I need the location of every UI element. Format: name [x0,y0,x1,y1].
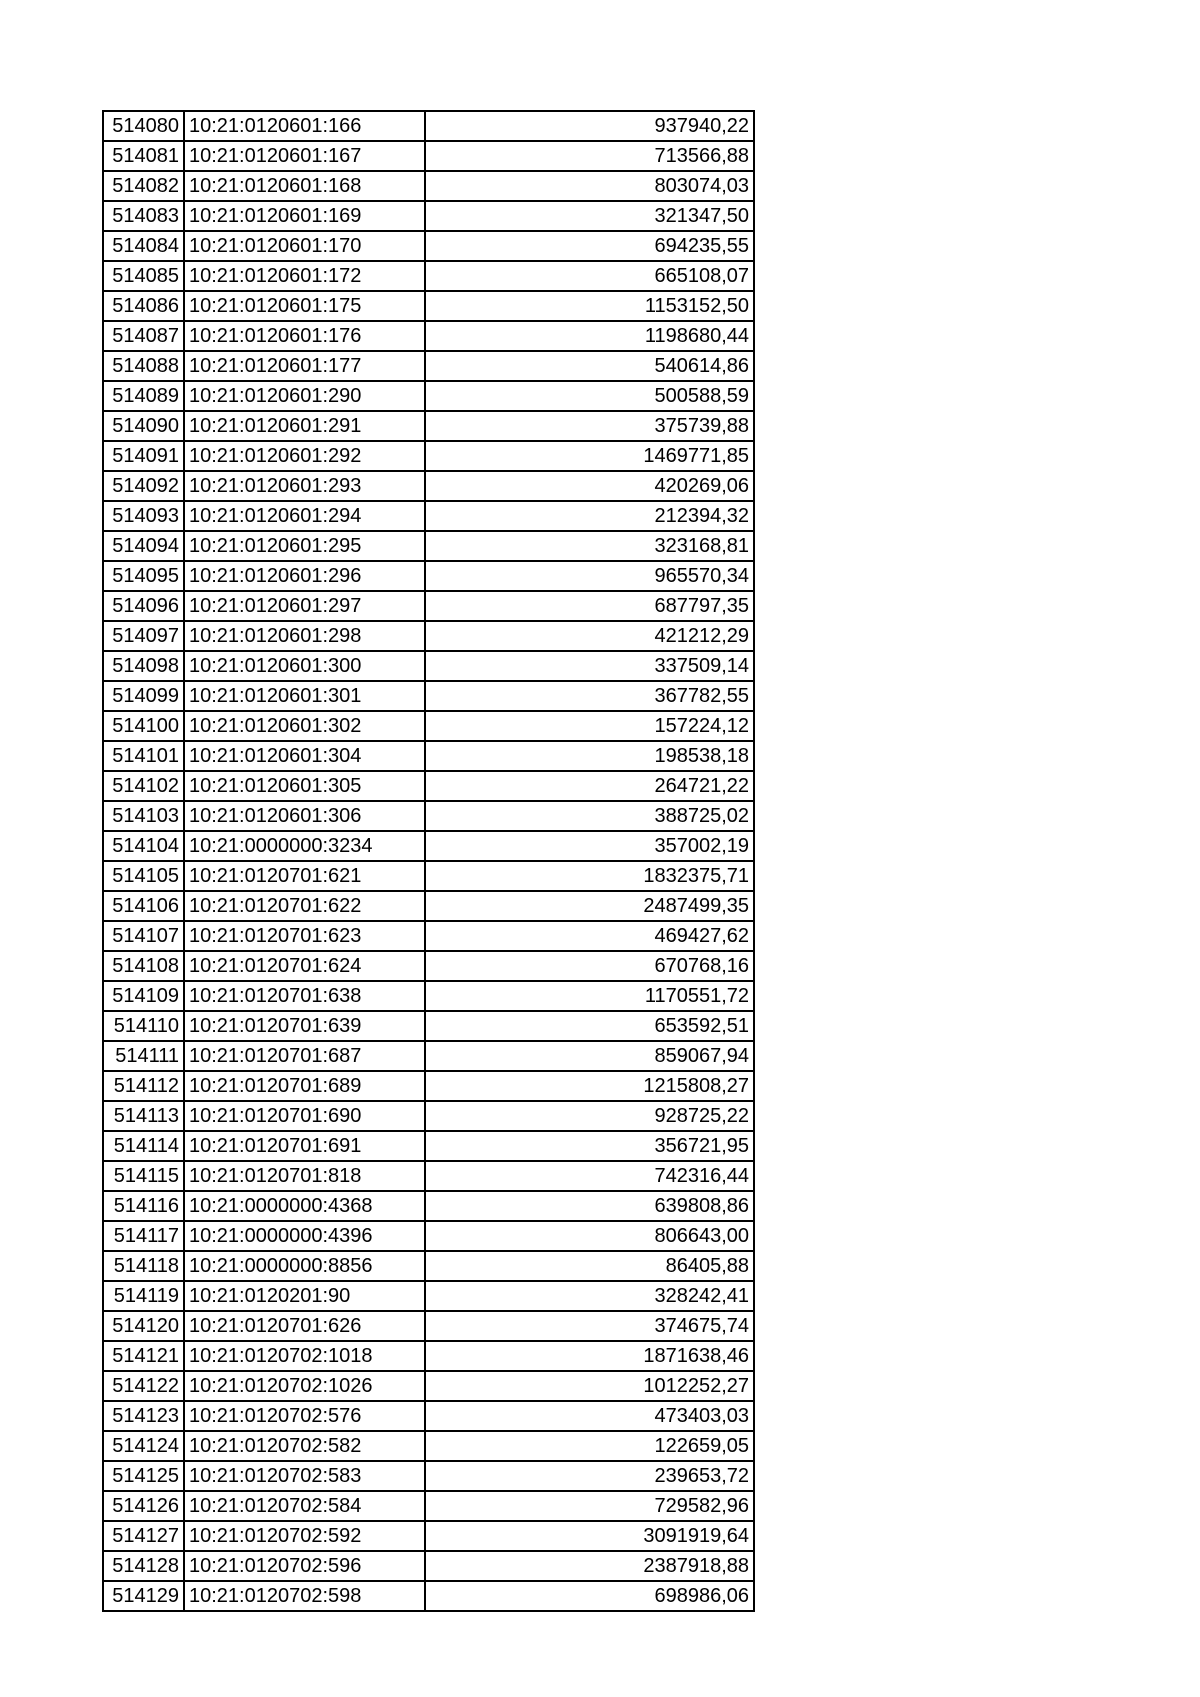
table-row [103,1221,754,1251]
row-id-cell: 514094 [103,531,184,561]
value-cell: 1832375,71 [425,861,754,891]
value-cell: 198538,18 [425,741,754,771]
table-row [103,141,754,171]
table-row [103,111,754,141]
value-cell: 357002,19 [425,831,754,861]
value-cell: 323168,81 [425,531,754,561]
value-cell: 639808,86 [425,1191,754,1221]
cadastral-number-cell: 10:21:0120702:582 [184,1431,425,1461]
value-cell: 653592,51 [425,1011,754,1041]
table-row [103,1341,754,1371]
cadastral-number-cell: 10:21:0000000:4396 [184,1221,425,1251]
table-row [103,321,754,351]
table-row [103,1581,754,1611]
cadastral-number-cell: 10:21:0120601:302 [184,711,425,741]
table-row [103,351,754,381]
row-id-cell: 514089 [103,381,184,411]
cadastral-number-cell: 10:21:0120701:622 [184,891,425,921]
row-id-cell: 514093 [103,501,184,531]
table-row [103,171,754,201]
row-id-cell: 514088 [103,351,184,381]
table-row [103,1101,754,1131]
table-row [103,291,754,321]
row-id-cell: 514126 [103,1491,184,1521]
table-row [103,681,754,711]
value-cell: 321347,50 [425,201,754,231]
value-cell: 928725,22 [425,1101,754,1131]
table-row [103,711,754,741]
table-row [103,441,754,471]
table-body [103,111,754,1611]
cadastral-number-cell: 10:21:0120701:621 [184,861,425,891]
cadastral-number-cell: 10:21:0120601:291 [184,411,425,441]
cadastral-number-cell: 10:21:0120702:598 [184,1581,425,1611]
table-row [103,531,754,561]
value-cell: 375739,88 [425,411,754,441]
value-cell: 694235,55 [425,231,754,261]
cadastral-number-cell: 10:21:0120601:306 [184,801,425,831]
table-row [103,261,754,291]
value-cell: 665108,07 [425,261,754,291]
table-row [103,951,754,981]
cadastral-number-cell: 10:21:0120701:818 [184,1161,425,1191]
row-id-cell: 514117 [103,1221,184,1251]
cadastral-number-cell: 10:21:0120601:297 [184,591,425,621]
cadastral-number-cell: 10:21:0120601:176 [184,321,425,351]
table-row [103,801,754,831]
table-row [103,1551,754,1581]
table-row [103,1251,754,1281]
table-row [103,831,754,861]
value-cell: 388725,02 [425,801,754,831]
value-cell: 540614,86 [425,351,754,381]
value-cell: 122659,05 [425,1431,754,1461]
row-id-cell: 514111 [103,1041,184,1071]
cadastral-number-cell: 10:21:0120601:290 [184,381,425,411]
cadastral-number-cell: 10:21:0120201:90 [184,1281,425,1311]
cadastral-number-cell: 10:21:0120601:172 [184,261,425,291]
value-cell: 670768,16 [425,951,754,981]
value-cell: 421212,29 [425,621,754,651]
row-id-cell: 514114 [103,1131,184,1161]
row-id-cell: 514085 [103,261,184,291]
row-id-cell: 514086 [103,291,184,321]
table-row [103,861,754,891]
cadastral-number-cell: 10:21:0120701:691 [184,1131,425,1161]
row-id-cell: 514121 [103,1341,184,1371]
row-id-cell: 514124 [103,1431,184,1461]
cadastral-value-table [102,110,755,1612]
value-cell: 1469771,85 [425,441,754,471]
table-row [103,1371,754,1401]
value-cell: 965570,34 [425,561,754,591]
table-row [103,201,754,231]
cadastral-number-cell: 10:21:0000000:8856 [184,1251,425,1281]
row-id-cell: 514104 [103,831,184,861]
value-cell: 859067,94 [425,1041,754,1071]
value-cell: 729582,96 [425,1491,754,1521]
table-row [103,981,754,1011]
cadastral-number-cell: 10:21:0120601:168 [184,171,425,201]
row-id-cell: 514110 [103,1011,184,1041]
value-cell: 2487499,35 [425,891,754,921]
row-id-cell: 514115 [103,1161,184,1191]
row-id-cell: 514100 [103,711,184,741]
table-row [103,1281,754,1311]
row-id-cell: 514095 [103,561,184,591]
table-row [103,771,754,801]
cadastral-number-cell: 10:21:0120601:304 [184,741,425,771]
row-id-cell: 514096 [103,591,184,621]
value-cell: 1170551,72 [425,981,754,1011]
table-row [103,921,754,951]
value-cell: 86405,88 [425,1251,754,1281]
cadastral-number-cell: 10:21:0000000:3234 [184,831,425,861]
row-id-cell: 514125 [103,1461,184,1491]
cadastral-number-cell: 10:21:0120601:300 [184,651,425,681]
cadastral-number-cell: 10:21:0120601:177 [184,351,425,381]
cadastral-number-cell: 10:21:0120701:687 [184,1041,425,1071]
value-cell: 3091919,64 [425,1521,754,1551]
row-id-cell: 514101 [103,741,184,771]
cadastral-number-cell: 10:21:0120601:166 [184,111,425,141]
row-id-cell: 514092 [103,471,184,501]
table-row [103,471,754,501]
value-cell: 742316,44 [425,1161,754,1191]
value-cell: 328242,41 [425,1281,754,1311]
row-id-cell: 514123 [103,1401,184,1431]
table-row [103,1011,754,1041]
row-id-cell: 514120 [103,1311,184,1341]
cadastral-number-cell: 10:21:0120702:584 [184,1491,425,1521]
value-cell: 469427,62 [425,921,754,951]
value-cell: 2387918,88 [425,1551,754,1581]
value-cell: 713566,88 [425,141,754,171]
row-id-cell: 514103 [103,801,184,831]
row-id-cell: 514090 [103,411,184,441]
value-cell: 1153152,50 [425,291,754,321]
cadastral-number-cell: 10:21:0120702:1018 [184,1341,425,1371]
value-cell: 367782,55 [425,681,754,711]
cadastral-number-cell: 10:21:0120601:305 [184,771,425,801]
value-cell: 1215808,27 [425,1071,754,1101]
cadastral-number-cell: 10:21:0120601:169 [184,201,425,231]
cadastral-number-cell: 10:21:0120601:167 [184,141,425,171]
value-cell: 500588,59 [425,381,754,411]
row-id-cell: 514099 [103,681,184,711]
row-id-cell: 514102 [103,771,184,801]
row-id-cell: 514109 [103,981,184,1011]
cadastral-number-cell: 10:21:0120701:690 [184,1101,425,1131]
value-cell: 420269,06 [425,471,754,501]
value-cell: 239653,72 [425,1461,754,1491]
row-id-cell: 514081 [103,141,184,171]
row-id-cell: 514108 [103,951,184,981]
cadastral-number-cell: 10:21:0120701:638 [184,981,425,1011]
cadastral-number-cell: 10:21:0120701:624 [184,951,425,981]
value-cell: 212394,32 [425,501,754,531]
row-id-cell: 514106 [103,891,184,921]
cadastral-number-cell: 10:21:0120702:1026 [184,1371,425,1401]
table-row [103,621,754,651]
table-row [103,1161,754,1191]
row-id-cell: 514127 [103,1521,184,1551]
table-row [103,231,754,261]
value-cell: 1012252,27 [425,1371,754,1401]
table-row [103,1461,754,1491]
cadastral-number-cell: 10:21:0120701:689 [184,1071,425,1101]
table-row [103,1431,754,1461]
table-row [103,1071,754,1101]
cadastral-number-cell: 10:21:0120702:576 [184,1401,425,1431]
value-cell: 157224,12 [425,711,754,741]
row-id-cell: 514129 [103,1581,184,1611]
row-id-cell: 514113 [103,1101,184,1131]
value-cell: 937940,22 [425,111,754,141]
table-row [103,891,754,921]
table-row [103,1401,754,1431]
row-id-cell: 514098 [103,651,184,681]
row-id-cell: 514107 [103,921,184,951]
cadastral-number-cell: 10:21:0120701:626 [184,1311,425,1341]
table-row [103,1521,754,1551]
row-id-cell: 514122 [103,1371,184,1401]
cadastral-number-cell: 10:21:0120701:639 [184,1011,425,1041]
table-row [103,1131,754,1161]
cadastral-number-cell: 10:21:0120601:296 [184,561,425,591]
cadastral-number-cell: 10:21:0120702:596 [184,1551,425,1581]
cadastral-number-cell: 10:21:0120601:295 [184,531,425,561]
row-id-cell: 514119 [103,1281,184,1311]
table-row [103,1191,754,1221]
table-row [103,1311,754,1341]
row-id-cell: 514080 [103,111,184,141]
row-id-cell: 514091 [103,441,184,471]
table-row [103,651,754,681]
cadastral-number-cell: 10:21:0120601:298 [184,621,425,651]
cadastral-number-cell: 10:21:0120701:623 [184,921,425,951]
row-id-cell: 514105 [103,861,184,891]
row-id-cell: 514087 [103,321,184,351]
cadastral-number-cell: 10:21:0120702:583 [184,1461,425,1491]
value-cell: 1871638,46 [425,1341,754,1371]
value-cell: 806643,00 [425,1221,754,1251]
row-id-cell: 514083 [103,201,184,231]
value-cell: 337509,14 [425,651,754,681]
table-row [103,561,754,591]
row-id-cell: 514084 [103,231,184,261]
cadastral-number-cell: 10:21:0120702:592 [184,1521,425,1551]
cadastral-number-cell: 10:21:0120601:294 [184,501,425,531]
value-cell: 803074,03 [425,171,754,201]
row-id-cell: 514082 [103,171,184,201]
cadastral-number-cell: 10:21:0000000:4368 [184,1191,425,1221]
cadastral-number-cell: 10:21:0120601:293 [184,471,425,501]
cadastral-number-cell: 10:21:0120601:175 [184,291,425,321]
value-cell: 1198680,44 [425,321,754,351]
row-id-cell: 514097 [103,621,184,651]
cadastral-number-cell: 10:21:0120601:301 [184,681,425,711]
table-row [103,741,754,771]
table-row [103,411,754,441]
value-cell: 374675,74 [425,1311,754,1341]
table-row [103,591,754,621]
row-id-cell: 514112 [103,1071,184,1101]
cadastral-number-cell: 10:21:0120601:170 [184,231,425,261]
row-id-cell: 514118 [103,1251,184,1281]
row-id-cell: 514128 [103,1551,184,1581]
cadastral-number-cell: 10:21:0120601:292 [184,441,425,471]
table-row [103,501,754,531]
value-cell: 264721,22 [425,771,754,801]
value-cell: 356721,95 [425,1131,754,1161]
table-row [103,1491,754,1521]
value-cell: 698986,06 [425,1581,754,1611]
table-row [103,381,754,411]
value-cell: 473403,03 [425,1401,754,1431]
table-row [103,1041,754,1071]
row-id-cell: 514116 [103,1191,184,1221]
value-cell: 687797,35 [425,591,754,621]
